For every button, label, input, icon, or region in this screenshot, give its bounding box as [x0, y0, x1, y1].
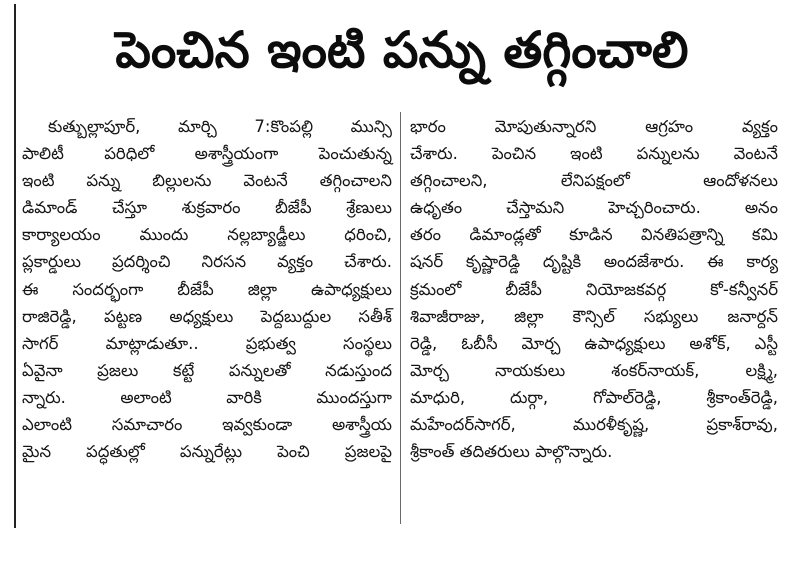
- text-line: ఉధృతం చేస్తామని హెచ్చరించారు. అనం: [410, 198, 778, 218]
- text-line: సాగర్ మాట్లాడుతూ.. ప్రభుత్వ సంస్థలు: [22, 333, 392, 353]
- text-line: మోర్చ నాయకులు శంకర్‌నాయక్, లక్ష్మి,: [410, 360, 778, 380]
- article-right-column: [410, 113, 778, 465]
- text-line: ఇంటి పన్ను బిల్లులను వెంటనే తగ్గించాలని: [22, 171, 392, 191]
- text-line: క్రమంలో బీజేపీ నియోజకవర్గ కో-కన్వీనర్: [410, 279, 778, 299]
- text-line: షనర్ కృష్ణారెడ్డి దృష్టికి అందజేశారు. ఈ కార్య: [410, 252, 778, 272]
- text-line: ఈ సందర్భంగా బీజేపీ జిల్లా ఉపాధ్యక్షులు: [22, 279, 392, 299]
- text-line: తగ్గించాలని, లేనిపక్షంలో ఆందోళనలు: [410, 171, 778, 191]
- text-line: రాజిరెడ్డి, పట్టణ అధ్యక్షులు పెద్దబుద్దుల సతీశ్: [22, 306, 392, 326]
- text-line: న్నారు. అలాంటి వారికి ముందస్తుగా: [22, 387, 392, 407]
- text-line: డిమాండ్ చేస్తూ శుక్రవారం బీజేపీ శ్రేణులు: [22, 198, 392, 218]
- article-headline: పెంచిన ఇంటి పన్ను తగ్గించాలి: [115, 21, 689, 79]
- text-line: శ్రీకాంత్ తదితరులు పాల్గొన్నారు.: [410, 442, 613, 462]
- text-line: రెడ్డి, ఓబీసీ మోర్చ ఉపాధ్యక్షులు అశోక్, ఎస్టీ: [410, 333, 778, 353]
- text-line: ఎలాంటి సమాచారం ఇవ్వకుండా అశాస్త్రీయ: [22, 415, 392, 435]
- column-divider: [400, 112, 401, 524]
- text-line: మైన పద్ధతుల్లో పన్నురేట్లు పెంచి ప్రజలపై: [22, 442, 392, 462]
- text-line: తరం డిమాండ్లతో కూడిన వినతిపత్రాన్ని కమి: [410, 225, 778, 245]
- text-line: ప్లకార్డులు ప్రదర్శించి నిరసన వ్యక్తం చేశారు.: [22, 252, 392, 272]
- text-line: పాలిటీ పరిధిలో అశాస్త్రీయంగా పెంచుతున్న: [22, 144, 392, 164]
- text-line: భారం మోపుతున్నారని ఆగ్రహం వ్యక్తం: [410, 117, 778, 136]
- text-line: ఏవైనా ప్రజలు కట్టే పన్నులతో నడుస్తుంద: [22, 360, 392, 380]
- text-line: చేశారు. పెంచిన ఇంటి పన్నులను వెంటనే: [410, 144, 778, 164]
- clipping-edge-rule: [14, 4, 16, 528]
- text-line: కుత్బుల్లాపూర్, మార్చి 7:కొంపల్లి మున్సి: [48, 117, 392, 136]
- text-line: శివాజీరాజు, జిల్లా కౌన్సిల్ సభ్యులు జనార్దన్: [410, 306, 778, 326]
- text-line: కార్యాలయం ముందు నల్లబ్యాడ్జీలు ధరించి,: [22, 225, 392, 245]
- text-line: మహేందర్‌సాగర్, మురళీకృష్ణ, ప్రకాశ్‌రావు,: [410, 415, 778, 435]
- text-line: మాధురి, దుర్గా, గోపాల్‌రెడ్డి, శ్రీకాంత్‌రెడ్డి,: [410, 387, 778, 407]
- article-left-column: [22, 113, 392, 465]
